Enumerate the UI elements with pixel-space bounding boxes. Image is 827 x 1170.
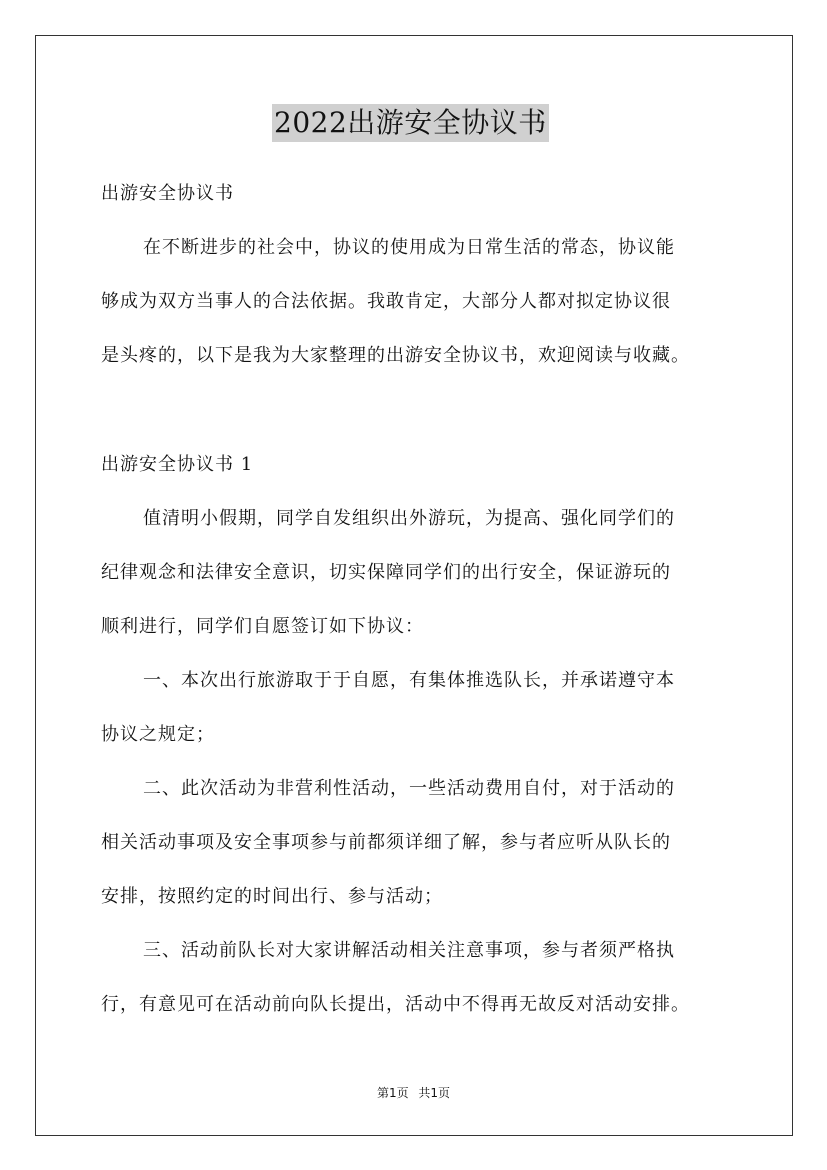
body-line: 行，有意见可在活动前向队长提出，活动中不得再无故反对活动安排。 [101, 994, 690, 1015]
body-line: 三、活动前队长对大家讲解活动相关注意事项，参与者须严格执 [143, 940, 675, 961]
body-line: 一、本次出行旅游取于于自愿，有集体推选队长，并承诺遵守本 [143, 670, 675, 691]
body-line: 二、此次活动为非营利性活动，一些活动费用自付，对于活动的 [143, 778, 675, 799]
body-line: 相关活动事项及安全事项参与前都须详细了解，参与者应听从队长的 [101, 832, 671, 853]
document-title: 2022出游安全协议书 [272, 104, 549, 142]
body-line: 顺利进行，同学们自愿签订如下协议： [101, 616, 424, 637]
page-footer [0, 1084, 827, 1101]
body-line: 协议之规定； [101, 724, 215, 745]
intro-line: 是头疼的，以下是我为大家整理的出游安全协议书，欢迎阅读与收藏。 [101, 345, 690, 366]
body-line: 安排，按照约定的时间出行、参与活动； [101, 886, 443, 907]
intro-line: 够成为双方当事人的合法依据。我敢肯定，大部分人都对拟定协议很 [101, 291, 671, 312]
page-number: 第1页 [376, 1086, 409, 1100]
body-line: 纪律观念和法律安全意识，切实保障同学们的出行安全，保证游玩的 [101, 562, 671, 583]
intro-line: 在不断进步的社会中，协议的使用成为日常生活的常态，协议能 [143, 237, 675, 258]
section-heading: 出游安全协议书 1 [101, 454, 254, 475]
body-line: 值清明小假期，同学自发组织出外游玩，为提高、强化同学们的 [143, 508, 675, 529]
section-heading: 出游安全协议书 [101, 183, 234, 204]
page-total: 共1页 [418, 1086, 451, 1100]
